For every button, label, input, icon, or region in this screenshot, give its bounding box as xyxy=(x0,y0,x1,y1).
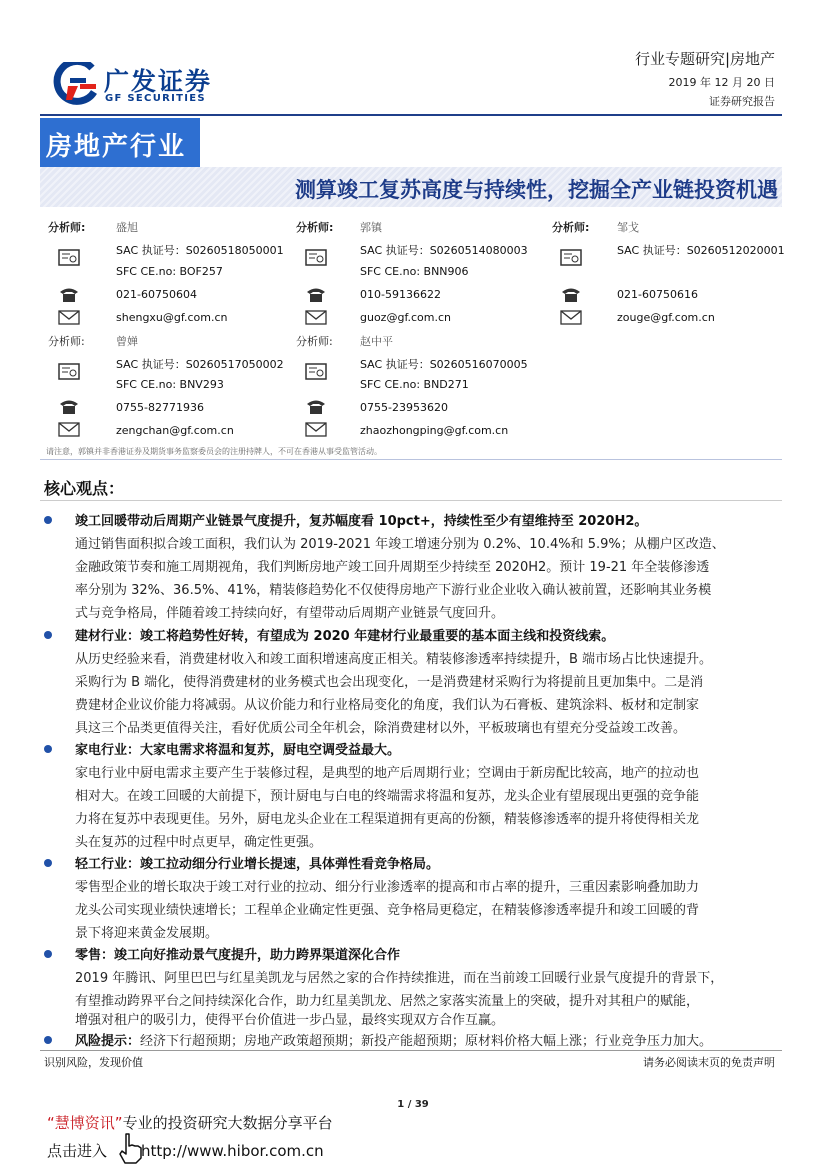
bullet-line: 龙头公司实现业绩快速增长；工程单企业确定性更强、竞争格局更稳定，在精装修渗透率提升和竣工回暖的背 xyxy=(75,903,700,918)
analyst-name: 曾婵 xyxy=(116,335,138,348)
analyst-sfc: SFC CE.no: BOF257 xyxy=(116,265,223,278)
bullet-line: 增强对租户的吸引力，使得平台价值进一步凸显，最终实现双方合作互赢。 xyxy=(75,1013,505,1028)
risk-text: 经济下行超预期；房地产政策超预期；新投产能超预期；原材料价格大幅上涨；行业竞争压力加大。 xyxy=(140,1034,713,1049)
bullet-line: 式与竞争格局，伴随着竣工持续向好，有望带动后周期产业链景气度回升。 xyxy=(75,606,505,621)
bullet-line: 通过销售面积拟合竣工面积，我们认为 2019-2021 年竣工增速分别为 0.2%、10.4%和 5.9%；从棚户区改造、 xyxy=(75,537,725,552)
certificate-icon xyxy=(58,249,80,266)
section-divider xyxy=(40,459,782,460)
analyst-email[interactable]: zouge@gf.com.cn xyxy=(617,311,715,324)
bullet-heading: 轻工行业：竣工拉动细分行业增长提速，具体弹性看竞争格局。 xyxy=(75,857,440,872)
page-number: 1 / 39 xyxy=(397,1099,429,1110)
pointing-hand-icon xyxy=(116,1132,146,1164)
report-category: 行业专题研究|房地产 xyxy=(634,50,775,68)
bullet-dot xyxy=(44,745,52,753)
bullet-line: 具这三个品类更值得关注，看好优质公司全年机会，除消费建材以外，平板玻璃也有望充分受益竣工改善。 xyxy=(75,721,687,736)
analyst-label: 分析师: xyxy=(552,221,590,234)
core-views-divider xyxy=(40,500,782,501)
analyst-label: 分析师: xyxy=(296,335,333,348)
footer-slogan: 识别风险，发现价值 xyxy=(44,1056,143,1069)
email-icon xyxy=(58,421,80,438)
footer-divider xyxy=(40,1050,782,1051)
promo-link-line xyxy=(47,1140,324,1161)
bullet-dot xyxy=(44,950,52,958)
phone-icon xyxy=(560,286,582,303)
analyst-email[interactable]: zengchan@gf.com.cn xyxy=(116,424,234,437)
bullet-line: 景下将迎来黄金发展期。 xyxy=(75,926,219,941)
bullet-line: 力将在复苏中表现更佳。另外，厨电龙头企业在工程渠道拥有更高的份额，精装修渗透率的提升将使得相关龙 xyxy=(75,812,700,827)
brand-name-cn: 广发证券 xyxy=(104,67,213,96)
analyst-phone: 0755-23953620 xyxy=(360,401,448,414)
regulatory-notice: 请注意，郭镇并非香港证券及期货事务监察委员会的注册持牌人，不可在香港从事受监管活动。 xyxy=(46,447,382,456)
analyst-phone: 021-60750616 xyxy=(617,288,698,301)
analyst-email[interactable]: guoz@gf.com.cn xyxy=(360,311,452,324)
analyst-sfc: SFC CE.no: BNN906 xyxy=(360,265,469,278)
core-views-title: 核心观点： xyxy=(44,479,125,498)
analyst-sac: SAC 执证号：S0260514080003 xyxy=(360,244,528,257)
bullet-dot xyxy=(44,631,52,639)
analyst-name: 邹戈 xyxy=(617,221,639,234)
bullet-line: 采购行为 B 端化，使得消费建材的业务模式也会出现变化，一是消费建材采购行为将提前且更加集中。二是消 xyxy=(75,675,704,690)
bullet-heading: 家电行业：大家电需求将温和复苏，厨电空调受益最大。 xyxy=(75,743,401,758)
promo-link[interactable]: http://www.hibor.com.cn xyxy=(141,1142,324,1160)
analyst-sac: SAC 执证号：S0260518050001 xyxy=(116,244,284,257)
analyst-sfc: SFC CE.no: BNV293 xyxy=(116,378,224,391)
brand-name-en: GF SECURITIES xyxy=(105,93,206,104)
analyst-name: 郭镇 xyxy=(360,221,382,234)
header-divider xyxy=(40,114,782,116)
phone-icon xyxy=(305,398,327,415)
bullet-line: 2019 年腾讯、阿里巴巴与红星美凯龙与居然之家的合作持续推进，而在当前竣工回暖行业景气度提升的背景下， xyxy=(75,971,724,986)
promo-brand: 慧博资讯 xyxy=(54,1114,115,1132)
analyst-sfc: SFC CE.no: BND271 xyxy=(360,378,469,391)
promo-text: 专业的投资研究大数据分享平台 xyxy=(122,1114,333,1132)
promo-link-prefix: 点击进入 xyxy=(47,1142,108,1160)
certificate-icon xyxy=(305,363,327,380)
bullet-line: 金融政策节奏和施工周期视角，我们判断房地产竣工回升周期至少持续至 2020H2。预计 19-21 年全装修渗透 xyxy=(75,560,710,575)
bullet-heading: 建材行业：竣工将趋势性好转，有望成为 2020 年建材行业最重要的基本面主线和投资线索。 xyxy=(75,629,615,644)
analyst-sac: SAC 执证号：S0260517050002 xyxy=(116,358,284,371)
analyst-name: 赵中平 xyxy=(360,335,393,348)
bullet-heading: 零售：竣工向好推动景气度提升，助力跨界渠道深化合作 xyxy=(75,948,401,963)
bullet-line: 率分别为 32%、36.5%、41%，精装修趋势化不仅使得房地产下游行业企业收入确认被前置，还影响其业务模 xyxy=(75,583,712,598)
bullet-line: 家电行业中厨电需求主要产生于装修过程，是典型的地产后周期行业；空调由于新房配比较高，地产的拉动也 xyxy=(75,766,700,781)
bullet-heading: 竣工回暖带动后周期产业链景气度提升，复苏幅度看 10pct+，持续性至少有望维持至 2020H2。 xyxy=(75,514,648,529)
bullet-line: 从历史经验来看，消费建材收入和竣工面积增速高度正相关。精装修渗透率持续提升，B 端市场占比快速提升。 xyxy=(75,652,713,667)
analyst-email[interactable]: zhaozhongping@gf.com.cn xyxy=(360,424,509,437)
bullet-line: 费建材企业议价能力将减弱。从议价能力和行业格局变化的角度，我们认为石膏板、建筑涂料、板材和定制家 xyxy=(75,698,700,713)
analyst-phone: 010-59136622 xyxy=(360,288,441,301)
analyst-phone: 021-60750604 xyxy=(116,288,197,301)
phone-icon xyxy=(305,286,327,303)
bullet-dot xyxy=(44,859,52,867)
email-icon xyxy=(305,421,327,438)
risk-warning xyxy=(75,1030,712,1049)
analyst-phone: 0755-82771936 xyxy=(116,401,204,414)
bullet-dot xyxy=(44,1036,52,1044)
promo-banner xyxy=(47,1112,333,1133)
email-icon xyxy=(305,309,327,326)
analyst-label: 分析师: xyxy=(48,335,85,348)
report-type: 证券研究报告 xyxy=(709,95,775,108)
analyst-sac: SAC 执证号：S0260516070005 xyxy=(360,358,528,371)
bullet-line: 相对大。在竣工回暖的大前提下，预计厨电与白电的终端需求将温和复苏，龙头企业有望展现出更强的竞争能 xyxy=(75,789,700,804)
bullet-dot xyxy=(44,516,52,524)
bullet-line: 零售型企业的增长取决于竣工对行业的拉动、细分行业渗透率的提高和市占率的提升，三重因素影响叠加助力 xyxy=(75,880,700,895)
promo-quote-close: ” xyxy=(114,1114,123,1132)
certificate-icon xyxy=(58,363,80,380)
industry-title: 房地产行业 xyxy=(46,132,187,162)
analyst-label: 分析师: xyxy=(296,221,334,234)
risk-label: 风险提示： xyxy=(75,1034,141,1049)
report-headline: 测算竣工复苏高度与持续性，挖掘全产业链投资机遇 xyxy=(295,178,778,202)
email-icon xyxy=(560,309,582,326)
bullet-line: 头在复苏的过程中时点更早，确定性更强。 xyxy=(75,835,323,850)
gf-logo-icon xyxy=(52,62,98,108)
bullet-line: 有望推动跨界平台之间持续深化合作，助力红星美凯龙、居然之家落实流量上的突破，提升对其租户的赋能， xyxy=(75,994,700,1009)
analyst-email[interactable]: shengxu@gf.com.cn xyxy=(116,311,228,324)
disclaimer-link[interactable]: 请务必阅读末页的免责声明 xyxy=(643,1056,775,1069)
analyst-name: 盛旭 xyxy=(116,221,138,234)
phone-icon xyxy=(58,398,80,415)
analyst-sac: SAC 执证号：S0260512020001 xyxy=(617,244,785,257)
email-icon xyxy=(58,309,80,326)
certificate-icon xyxy=(305,249,327,266)
phone-icon xyxy=(58,286,80,303)
promo-quote-open: “ xyxy=(47,1114,55,1132)
report-date: 2019 年 12 月 20 日 xyxy=(668,76,775,89)
analyst-label: 分析师: xyxy=(48,221,86,234)
certificate-icon xyxy=(560,249,582,266)
